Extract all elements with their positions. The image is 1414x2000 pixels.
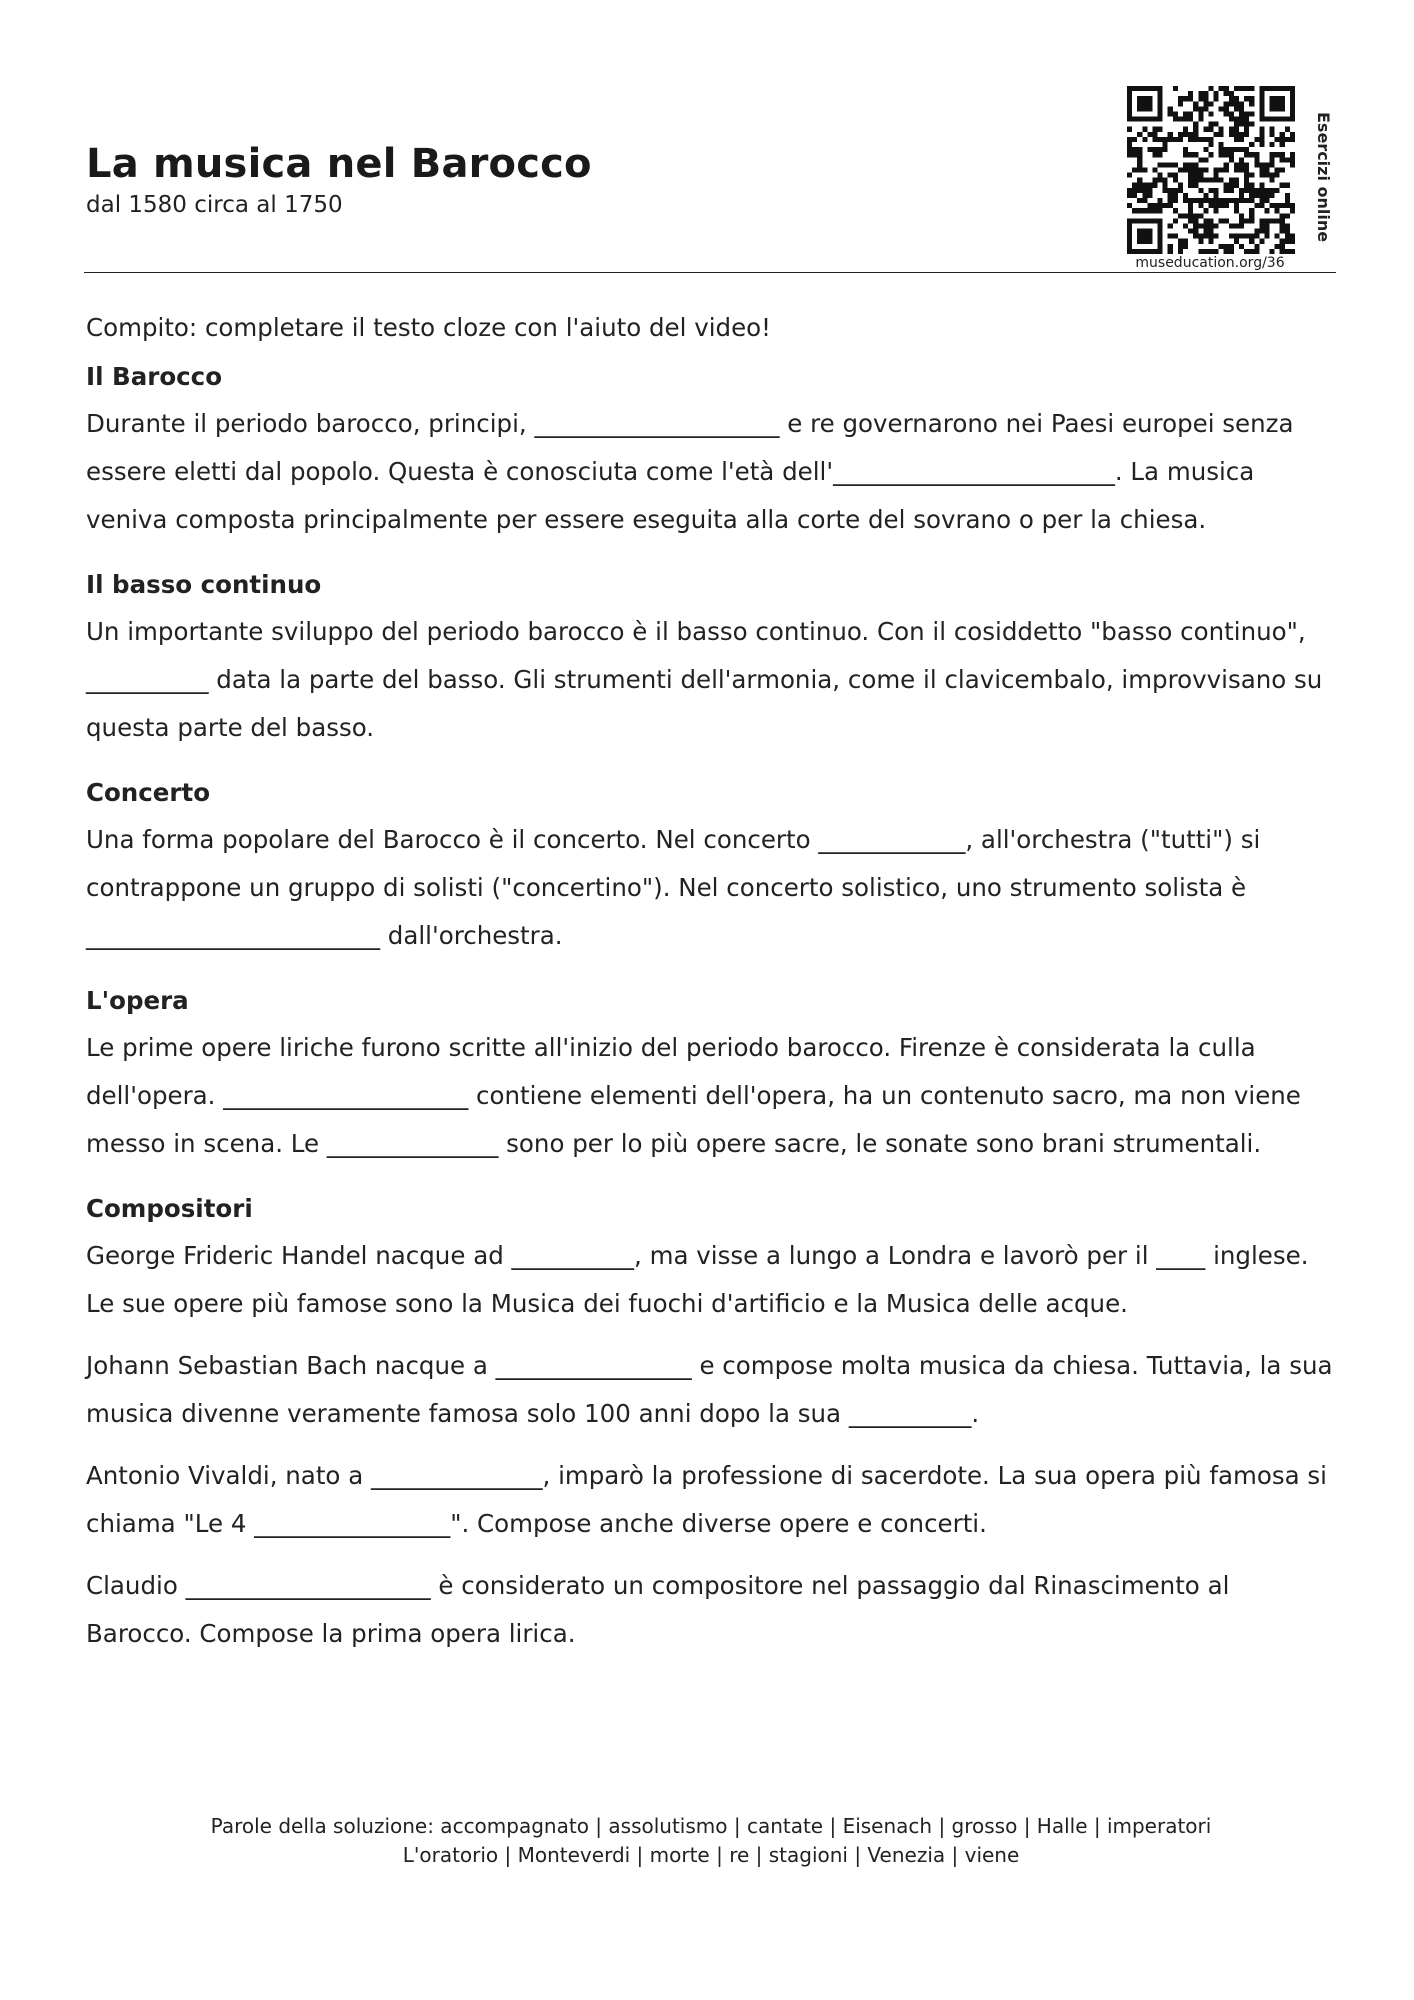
header-divider — [84, 272, 1336, 273]
page-subtitle: dal 1580 circa al 1750 — [86, 192, 343, 218]
section-heading: L'opera — [86, 986, 189, 1015]
section-text: Durante il periodo barocco, principi, ____________________ e re governarono nei Paesi europei senza essere eletti dal popolo. Questa è conosciuta come l'età dell'_______________________. La musica veniva composta principalmente per essere eseguita alla corte del sovrano o per la chiesa. — [86, 409, 1294, 534]
qr-url[interactable]: museducation.org/36 — [1135, 255, 1285, 271]
qr-code-icon[interactable] — [1127, 86, 1295, 254]
section-opera — [86, 978, 1336, 1168]
header — [86, 140, 592, 218]
paragraph-bach: Johann Sebastian Bach nacque a ________________ e compose molta musica da chiesa. Tuttavia, la sua musica divenne veramente famosa solo 100 anni dopo la sua __________. — [86, 1351, 1333, 1428]
section-concerto — [86, 770, 1336, 960]
section-text: Un importante sviluppo del periodo barocco è il basso continuo. Con il cosiddetto "basso continuo", __________ data la parte del basso. Gli strumenti dell'armonia, come il clavicembalo, improvvisano su questa parte del basso. — [86, 617, 1323, 742]
solution-words-line: L'oratorio | Monteverdi | morte | re | stagioni | Venezia | viene — [402, 1843, 1020, 1867]
section-heading: Compositori — [86, 1194, 253, 1223]
page-title: La musica nel Barocco — [86, 141, 592, 187]
paragraph-monteverdi: Claudio ____________________ è considerato un compositore nel passaggio dal Rinascimento al Barocco. Compose la prima opera lirica. — [86, 1571, 1230, 1648]
section-text: Una forma popolare del Barocco è il concerto. Nel concerto ____________, all'orchestra ("tutti") si contrappone un gruppo di solisti ("concertino"). Nel concerto solistico, uno strumento solista è ________________________ dall'orchestra. — [86, 825, 1261, 950]
section-text: Le prime opere liriche furono scritte all'inizio del periodo barocco. Firenze è considerata la culla dell'opera. ____________________ contiene elementi dell'opera, ha un contenuto sacro, ma non viene messo in scena. Le ______________ sono per lo più opere sacre, le sonate sono brani strumentali. — [86, 1033, 1301, 1158]
paragraph-handel: George Frideric Handel nacque ad __________, ma visse a lungo a Londra e lavorò per il ____ inglese. Le sue opere più famose sono la Musica dei fuochi d'artificio e la Musica delle acque. — [86, 1241, 1309, 1318]
worksheet-body — [86, 304, 1336, 1676]
section-heading: Il basso continuo — [86, 570, 322, 599]
section-basso-continuo — [86, 562, 1336, 752]
section-barocco — [86, 354, 1336, 544]
solution-words-line: Parole della soluzione: accompagnato | assolutismo | cantate | Eisenach | grosso | Halle | imperatori — [210, 1814, 1212, 1838]
paragraph-vivaldi: Antonio Vivaldi, nato a ______________, imparò la professione di sacerdote. La sua opera più famosa si chiama "Le 4 ________________". Compose anche diverse opere e concerti. — [86, 1461, 1327, 1538]
solution-words — [86, 1812, 1336, 1870]
section-compositori — [86, 1186, 1336, 1658]
side-label-online-exercises: Esercizi online — [1314, 112, 1333, 243]
task-instruction: Compito: completare il testo cloze con l'aiuto del video! — [86, 313, 771, 342]
section-heading: Concerto — [86, 778, 211, 807]
section-heading: Il Barocco — [86, 362, 223, 391]
